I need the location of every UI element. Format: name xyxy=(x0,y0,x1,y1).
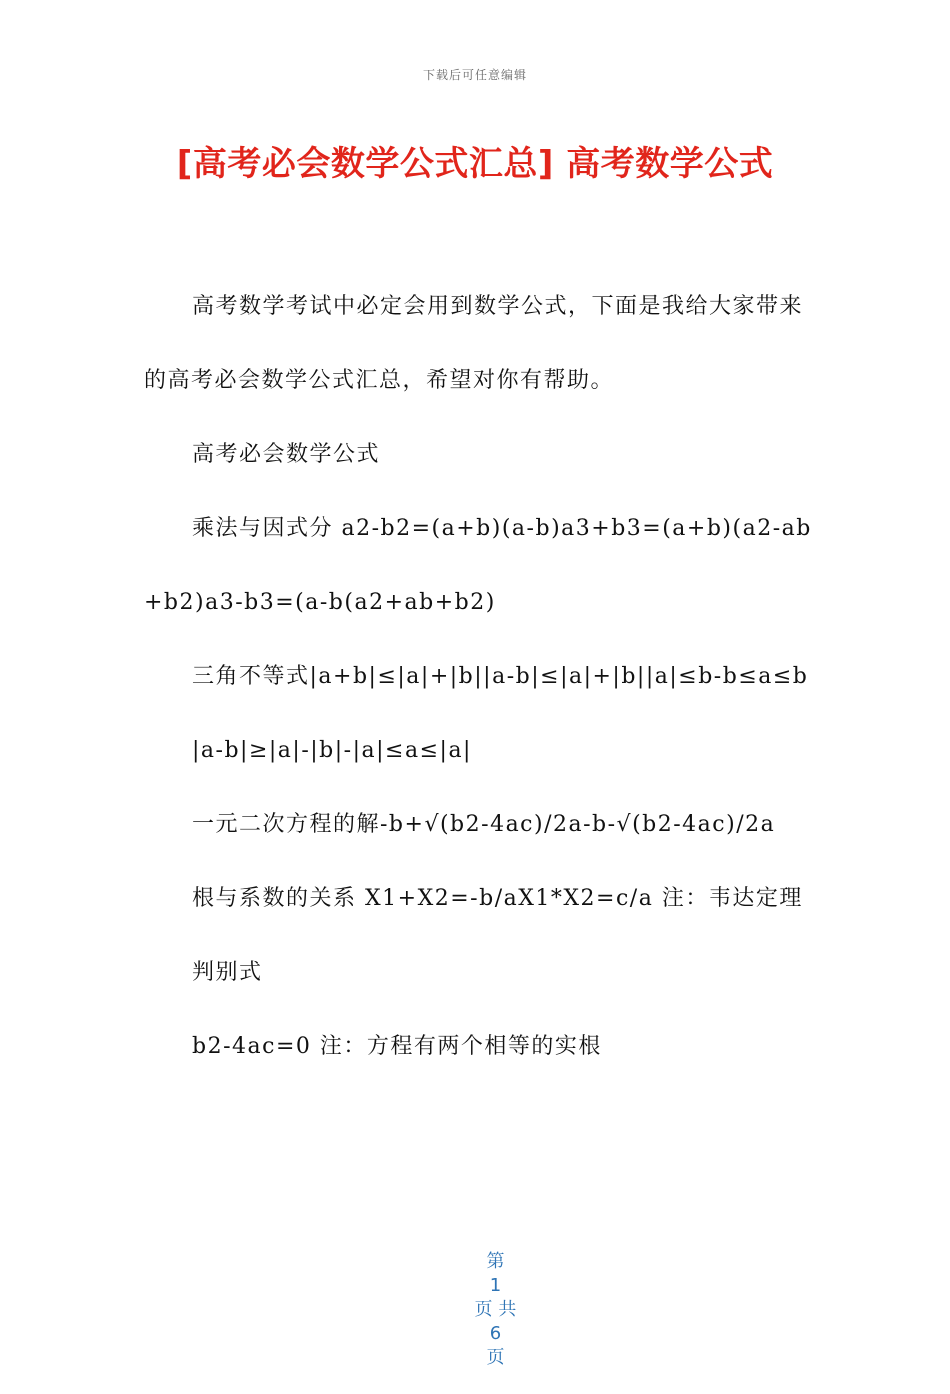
section-heading: 高考必会数学公式 xyxy=(192,442,381,467)
footer-page-number: 1 xyxy=(489,1275,508,1296)
paragraph-discriminant-heading: 判别式 xyxy=(192,960,263,985)
paragraph-discriminant-zero: b2-4ac=0 注：方程有两个相等的实根 xyxy=(192,1034,602,1059)
paragraph-quadratic-solution: 一元二次方程的解-b+√(b2-4ac)/2a-b-√(b2-4ac)/2a xyxy=(192,812,776,837)
footer-mid: 页共 xyxy=(474,1299,523,1320)
paragraph-absolute-values: |a-b|≥|a|-|b|-|a|≤a≤|a| xyxy=(192,738,472,763)
footer-prefix: 第 xyxy=(486,1251,511,1272)
page-title: [高考必会数学公式汇总] 高考数学公式 xyxy=(176,144,774,184)
footer-suffix: 页 xyxy=(486,1347,511,1368)
paragraph-vieta: 根与系数的关系 X1+X2=-b/aX1*X2=c/a 注：韦达定理 xyxy=(192,886,803,911)
footer-total-pages: 6 xyxy=(489,1323,508,1344)
document-body xyxy=(144,270,814,1084)
paragraph-triangle-inequality: 三角不等式|a+b|≤|a|+|b||a-b|≤|a|+|b||a|≤b-b≤a≤b xyxy=(192,664,809,689)
header-note: 下载后可任意编辑 xyxy=(422,68,527,82)
page-footer xyxy=(0,1226,950,1394)
paragraph-intro: 高考数学考试中必定会用到数学公式，下面是我给大家带来的高考必会数学公式汇总，希望对你有帮助。 xyxy=(144,294,804,393)
paragraph-factorization: 乘法与因式分 a2-b2=(a+b)(a-b)a3+b3=(a+b)(a2-ab+b2)a3-b3=(a-b(a2+ab+b2) xyxy=(144,516,812,615)
